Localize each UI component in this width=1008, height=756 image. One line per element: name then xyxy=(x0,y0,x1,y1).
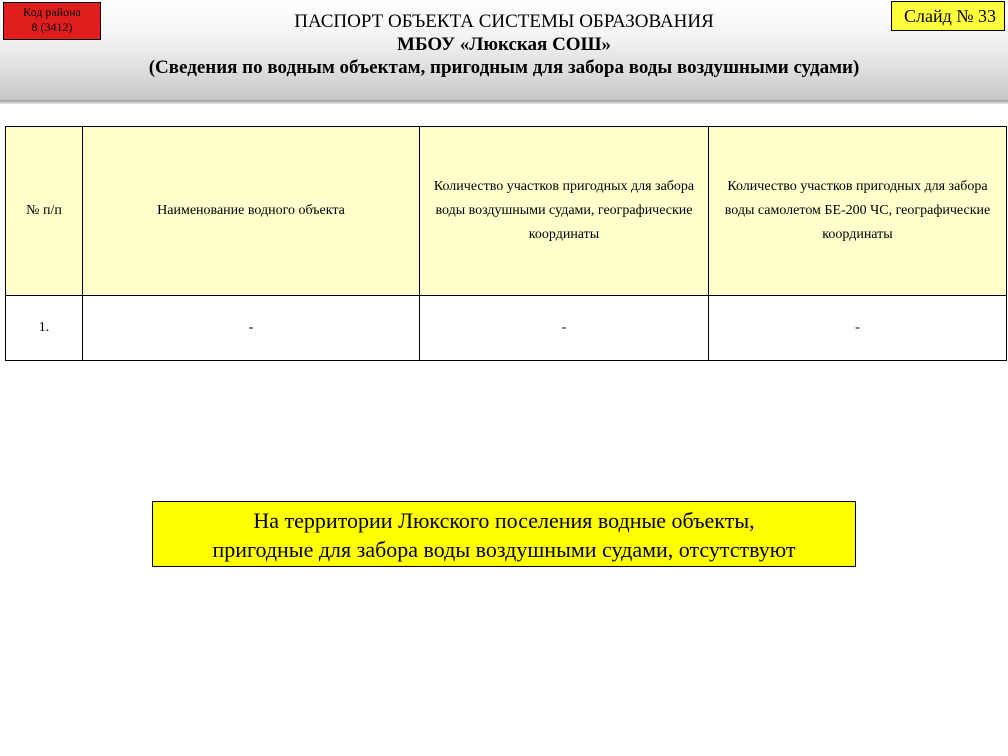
table-row xyxy=(6,296,1007,361)
title-line-2: МБОУ «Люкская СОШ» xyxy=(397,34,611,55)
table-cell: 1. xyxy=(6,296,83,361)
table-cell: - xyxy=(709,296,1007,361)
notice-box xyxy=(152,501,856,567)
column-header-name: Наименование водного объекта xyxy=(83,127,420,296)
table-header-row xyxy=(6,127,1007,296)
water-objects-table xyxy=(5,126,1007,361)
column-header-be200-sites: Количество участков пригодных для забора воды самолетом БЕ-200 ЧС, географические координаты xyxy=(709,127,1007,296)
notice-line-2: пригодные для забора воды воздушными судами, отсутствуют xyxy=(212,537,796,562)
title-line-3: (Сведения по водным объектам, пригодным для забора воды воздушными судами) xyxy=(148,57,860,78)
title-line-1: ПАСПОРТ ОБЪЕКТА СИСТЕМЫ ОБРАЗОВАНИЯ xyxy=(294,11,714,32)
page-title xyxy=(0,10,1008,79)
column-header-aircraft-sites: Количество участков пригодных для забора воды воздушными судами, географические координаты xyxy=(420,127,709,296)
column-header-number: № п/п xyxy=(6,127,83,296)
district-code-label: Код района xyxy=(23,5,81,19)
header-divider xyxy=(0,100,1008,104)
table-cell: - xyxy=(420,296,709,361)
slide-number-badge: Слайд № 33 xyxy=(891,1,1005,31)
district-code-value: 8 (3412) xyxy=(31,20,73,34)
notice-line-1: На территории Люкского поселения водные объекты, xyxy=(253,508,755,533)
table-cell: - xyxy=(83,296,420,361)
